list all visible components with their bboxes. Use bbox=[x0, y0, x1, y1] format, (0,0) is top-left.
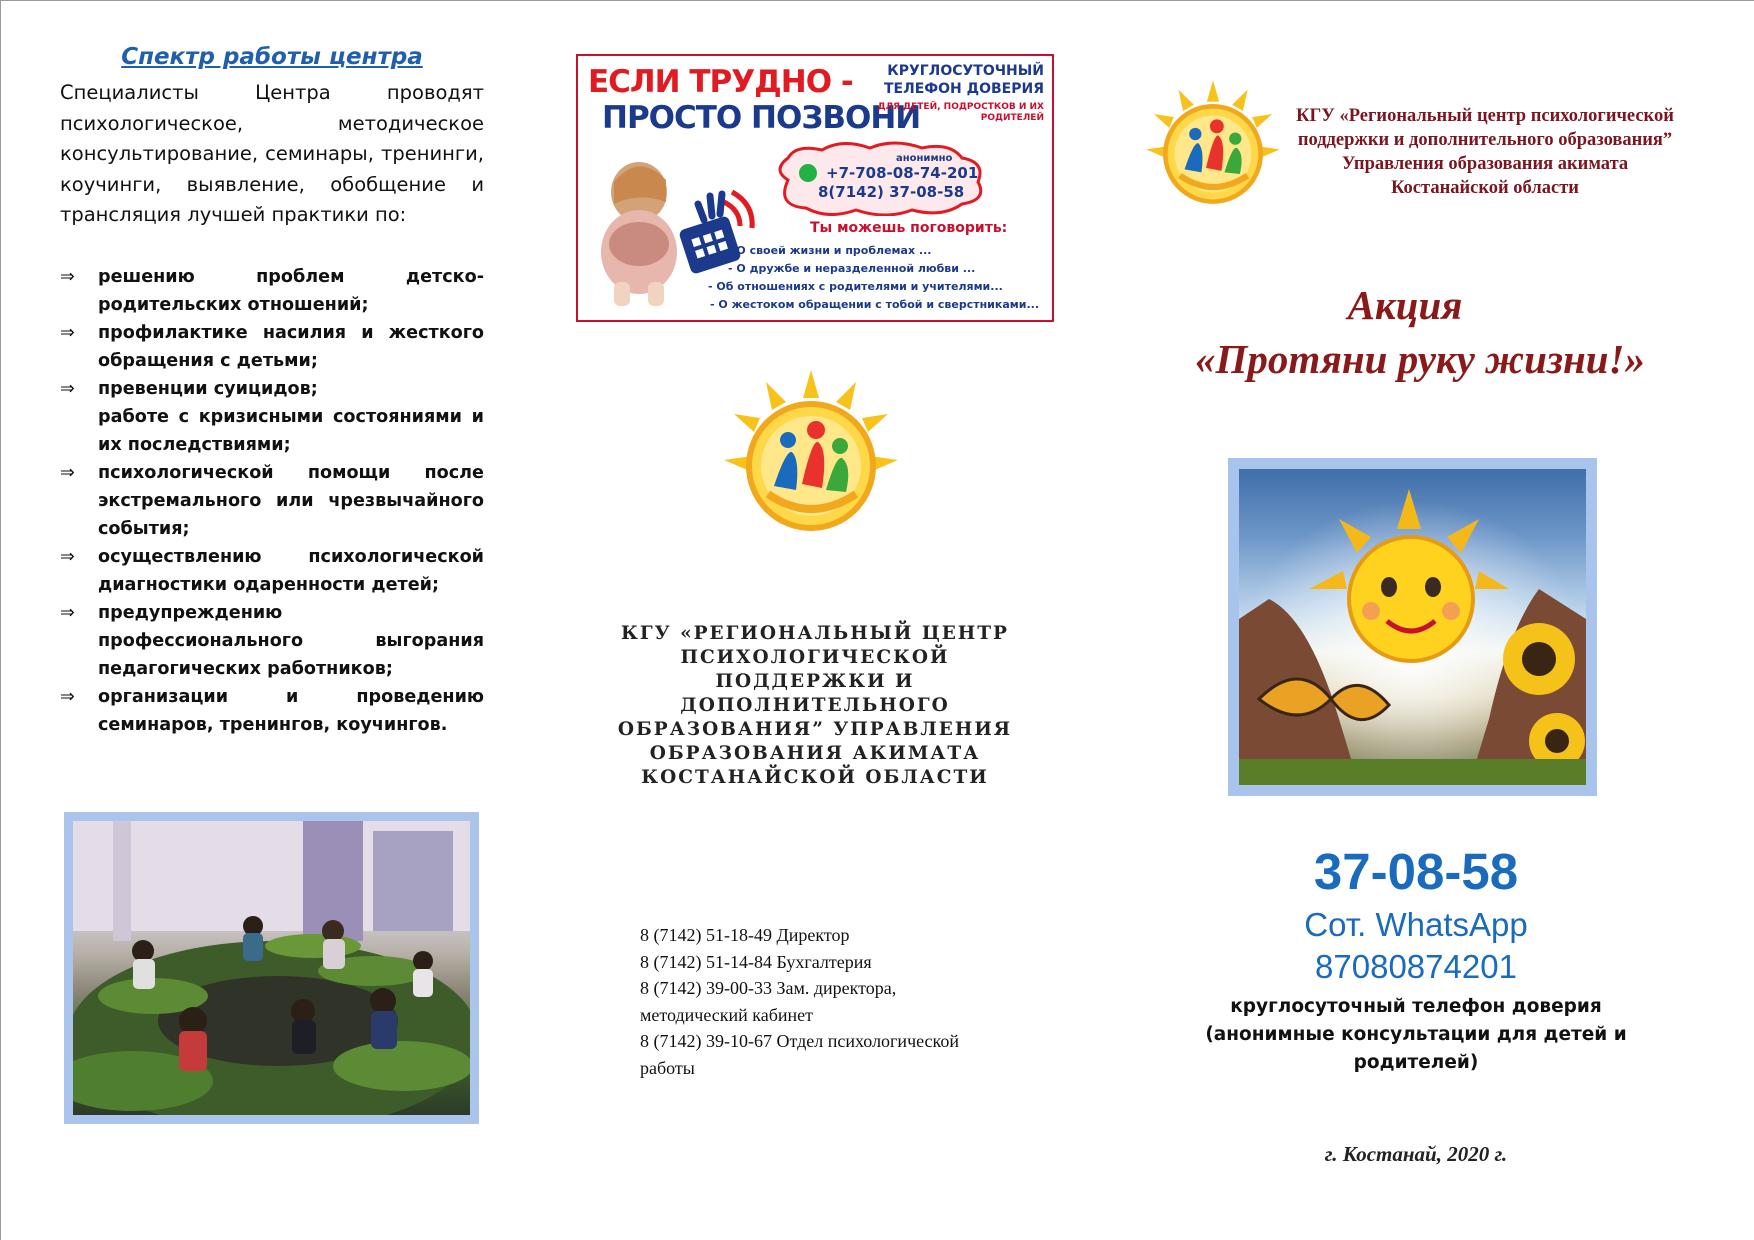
org-name-caps: КГУ «РЕГИОНАЛЬНЫЙ ЦЕНТР ПСИХОЛОГИЧЕСКОЙ ПОДДЕРЖКИ И ДОПОЛНИТЕЛЬНОГО ОБРАЗОВАНИЯ” УПРАВЛЕНИЯ ОБРАЗОВАНИЯ АКИМАТА КОСТАНАЙСКОЙ ОБЛАСТИ bbox=[617, 623, 1013, 788]
arrow-icon: ⇒ bbox=[60, 602, 75, 623]
arrow-icon: ⇒ bbox=[60, 378, 75, 399]
list-item bbox=[60, 375, 484, 403]
contact-line: 8 (7142) 51-18-49 Директор bbox=[640, 925, 850, 945]
list-item bbox=[60, 319, 484, 375]
page-border-left bbox=[0, 0, 1, 1240]
campaign-title-line-1: Акция bbox=[1347, 282, 1463, 328]
list-item-text: превенции суицидов; bbox=[98, 378, 318, 399]
contact-line: 8 (7142) 51-14-84 Бухгалтерия bbox=[640, 951, 872, 972]
services-list bbox=[60, 263, 484, 739]
whatsapp-label: Сот. WhatsApp bbox=[1304, 906, 1528, 943]
poster-topic: - О жестоком обращении с тобой и сверстниками... bbox=[710, 298, 1040, 311]
list-item-text: организации и проведению семинаров, тренингов, коучингов. bbox=[98, 686, 484, 735]
org-name: КГУ «Региональный центр психологической поддержки и дополнительного образования” Управления образования акимата Костанайской области bbox=[1296, 106, 1674, 198]
poster-topic: - О дружбе и неразделенной любви ... bbox=[728, 262, 976, 275]
sun-in-hands-photo bbox=[1228, 458, 1597, 796]
sun-logo-icon bbox=[716, 368, 906, 538]
group-session-illustration bbox=[73, 821, 470, 1115]
poster-topic: - Об отношениях с родителями и учителями... bbox=[708, 280, 1003, 293]
poster-phone-2: 8(7142) 37-08-58 bbox=[818, 183, 965, 201]
list-item-text: профилактике насилия и жесткого обращения с детьми; bbox=[98, 322, 484, 371]
city-year: г. Костанай, 2020 г. bbox=[1324, 1142, 1508, 1166]
poster-topic: - О своей жизни и проблемах ... bbox=[728, 244, 932, 257]
arrow-icon: ⇒ bbox=[60, 686, 75, 707]
contact-line: 8 (7142) 39-10-67 Отдел психологической работы bbox=[640, 1031, 960, 1078]
list-item bbox=[60, 543, 484, 599]
arrow-icon: ⇒ bbox=[60, 322, 75, 343]
contacts-list bbox=[640, 922, 970, 1081]
list-item-text: работе с кризисными состояниями и их последствиями; bbox=[98, 406, 484, 455]
poster-phone-1: +7-708-08-74-201 bbox=[826, 164, 979, 182]
campaign-title bbox=[1160, 278, 1680, 386]
list-item bbox=[60, 263, 484, 319]
arrow-icon: ⇒ bbox=[60, 546, 75, 567]
sun-in-hands-illustration bbox=[1239, 469, 1586, 785]
list-item bbox=[60, 403, 484, 459]
list-item-text: осуществлению психологической диагностики одаренности детей; bbox=[98, 546, 484, 595]
section-title: Спектр работы центра bbox=[121, 44, 423, 70]
poster-headline-1: ЕСЛИ ТРУДНО - bbox=[588, 64, 853, 100]
list-item bbox=[60, 459, 484, 543]
arrow-icon: ⇒ bbox=[60, 266, 75, 287]
hotline-description: круглосуточный телефон доверия (анонимные консультации для детей и родителей) bbox=[1205, 996, 1627, 1073]
list-item bbox=[60, 599, 484, 683]
list-item-text: решению проблем детско-родительских отношений; bbox=[98, 266, 484, 315]
list-item bbox=[60, 683, 484, 739]
list-item-text: предупреждению профессионального выгорания педагогических работников; bbox=[98, 602, 484, 679]
whatsapp-icon bbox=[799, 164, 817, 182]
intro-paragraph: Специалисты Центра проводят психологическое, методическое консультирование, семинары, тренинги, коучинги, выявление, обобщение и трансляция лучшей практики по: bbox=[60, 81, 484, 226]
poster-can-talk: Ты можешь поговорить: bbox=[810, 220, 1008, 236]
list-item-text: психологической помощи после экстремального или чрезвычайного события; bbox=[98, 462, 484, 539]
poster-service: КРУГЛОСУТОЧНЫЙ ТЕЛЕФОН ДОВЕРИЯ bbox=[883, 63, 1044, 97]
group-session-photo bbox=[64, 812, 479, 1124]
page-border-top bbox=[0, 0, 1754, 1]
poster-headline-2: ПРОСТО ПОЗВОНИ bbox=[602, 100, 921, 136]
poster-topics bbox=[700, 242, 1050, 314]
helpline-poster bbox=[576, 54, 1054, 322]
poster-anonymous: анонимно bbox=[896, 153, 953, 164]
arrow-icon: ⇒ bbox=[60, 462, 75, 483]
sun-logo-icon bbox=[1140, 74, 1286, 214]
whatsapp-number: 87080874201 bbox=[1315, 948, 1517, 985]
hotline-number: 37-08-58 bbox=[1313, 843, 1519, 900]
campaign-title-line-2: «Протяни руку жизни!» bbox=[1195, 336, 1645, 382]
poster-audience: ДЛЯ ДЕТЕЙ, ПОДРОСТКОВ И ИХ РОДИТЕЛЕЙ bbox=[877, 102, 1044, 123]
contact-line: 8 (7142) 39-00-33 Зам. директора, методический кабинет bbox=[640, 978, 897, 1025]
left-panel bbox=[60, 44, 484, 739]
